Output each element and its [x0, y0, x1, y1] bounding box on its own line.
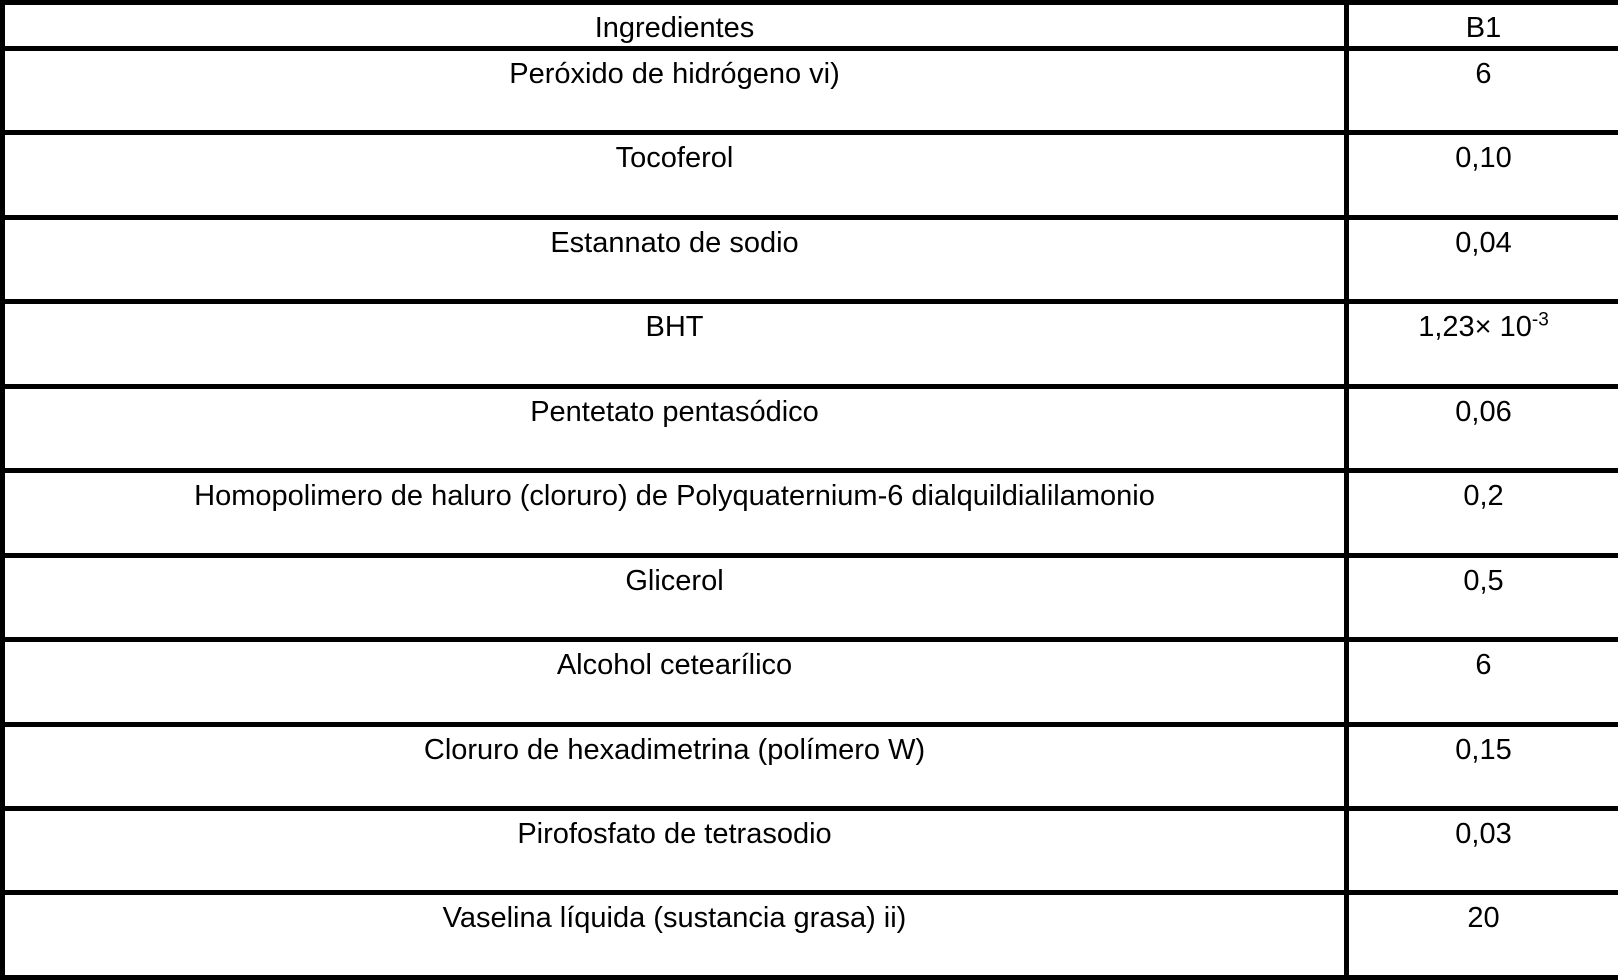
table-row	[3, 724, 1618, 808]
ingredient-cell: Tocoferol	[3, 133, 1347, 217]
value-column-header: B1	[1347, 3, 1618, 49]
ingredient-cell: Cloruro de hexadimetrina (polímero W)	[3, 724, 1347, 808]
table-row	[3, 471, 1618, 555]
ingredient-cell: Pirofosfato de tetrasodio	[3, 809, 1347, 893]
ingredient-cell: Peróxido de hidrógeno vi)	[3, 48, 1347, 132]
table-row	[3, 893, 1618, 978]
ingredient-cell: Alcohol cetearílico	[3, 640, 1347, 724]
ingredient-cell: Glicerol	[3, 555, 1347, 639]
value-cell: 0,5	[1347, 555, 1618, 639]
table-row	[3, 809, 1618, 893]
value-cell: 6	[1347, 640, 1618, 724]
ingredient-cell: Homopolimero de haluro (cloruro) de Polyquaternium-6 dialquildialilamonio	[3, 471, 1347, 555]
value-exponent: -3	[1531, 309, 1549, 331]
ingredient-cell: BHT	[3, 302, 1347, 386]
ingredient-cell: Estannato de sodio	[3, 217, 1347, 301]
value-cell: 0,10	[1347, 133, 1618, 217]
ingredient-column-header: Ingredientes	[3, 3, 1347, 49]
value-cell: 0,03	[1347, 809, 1618, 893]
ingredient-cell: Vaselina líquida (sustancia grasa) ii)	[3, 893, 1347, 978]
table-row	[3, 555, 1618, 639]
table-row	[3, 133, 1618, 217]
value-cell: 20	[1347, 893, 1618, 978]
header-row	[3, 3, 1618, 49]
value-cell: 0,15	[1347, 724, 1618, 808]
value-cell: 0,06	[1347, 386, 1618, 470]
table-row	[3, 386, 1618, 470]
table-row	[3, 640, 1618, 724]
value-cell: 0,2	[1347, 471, 1618, 555]
ingredient-cell: Pentetato pentasódico	[3, 386, 1347, 470]
value-cell: $1,23\times 10^{-3}$	[1347, 302, 1618, 386]
table-row	[3, 48, 1618, 132]
value-cell: 6	[1347, 48, 1618, 132]
table-row	[3, 217, 1618, 301]
table-row	[3, 302, 1618, 386]
value-cell: 0,04	[1347, 217, 1618, 301]
